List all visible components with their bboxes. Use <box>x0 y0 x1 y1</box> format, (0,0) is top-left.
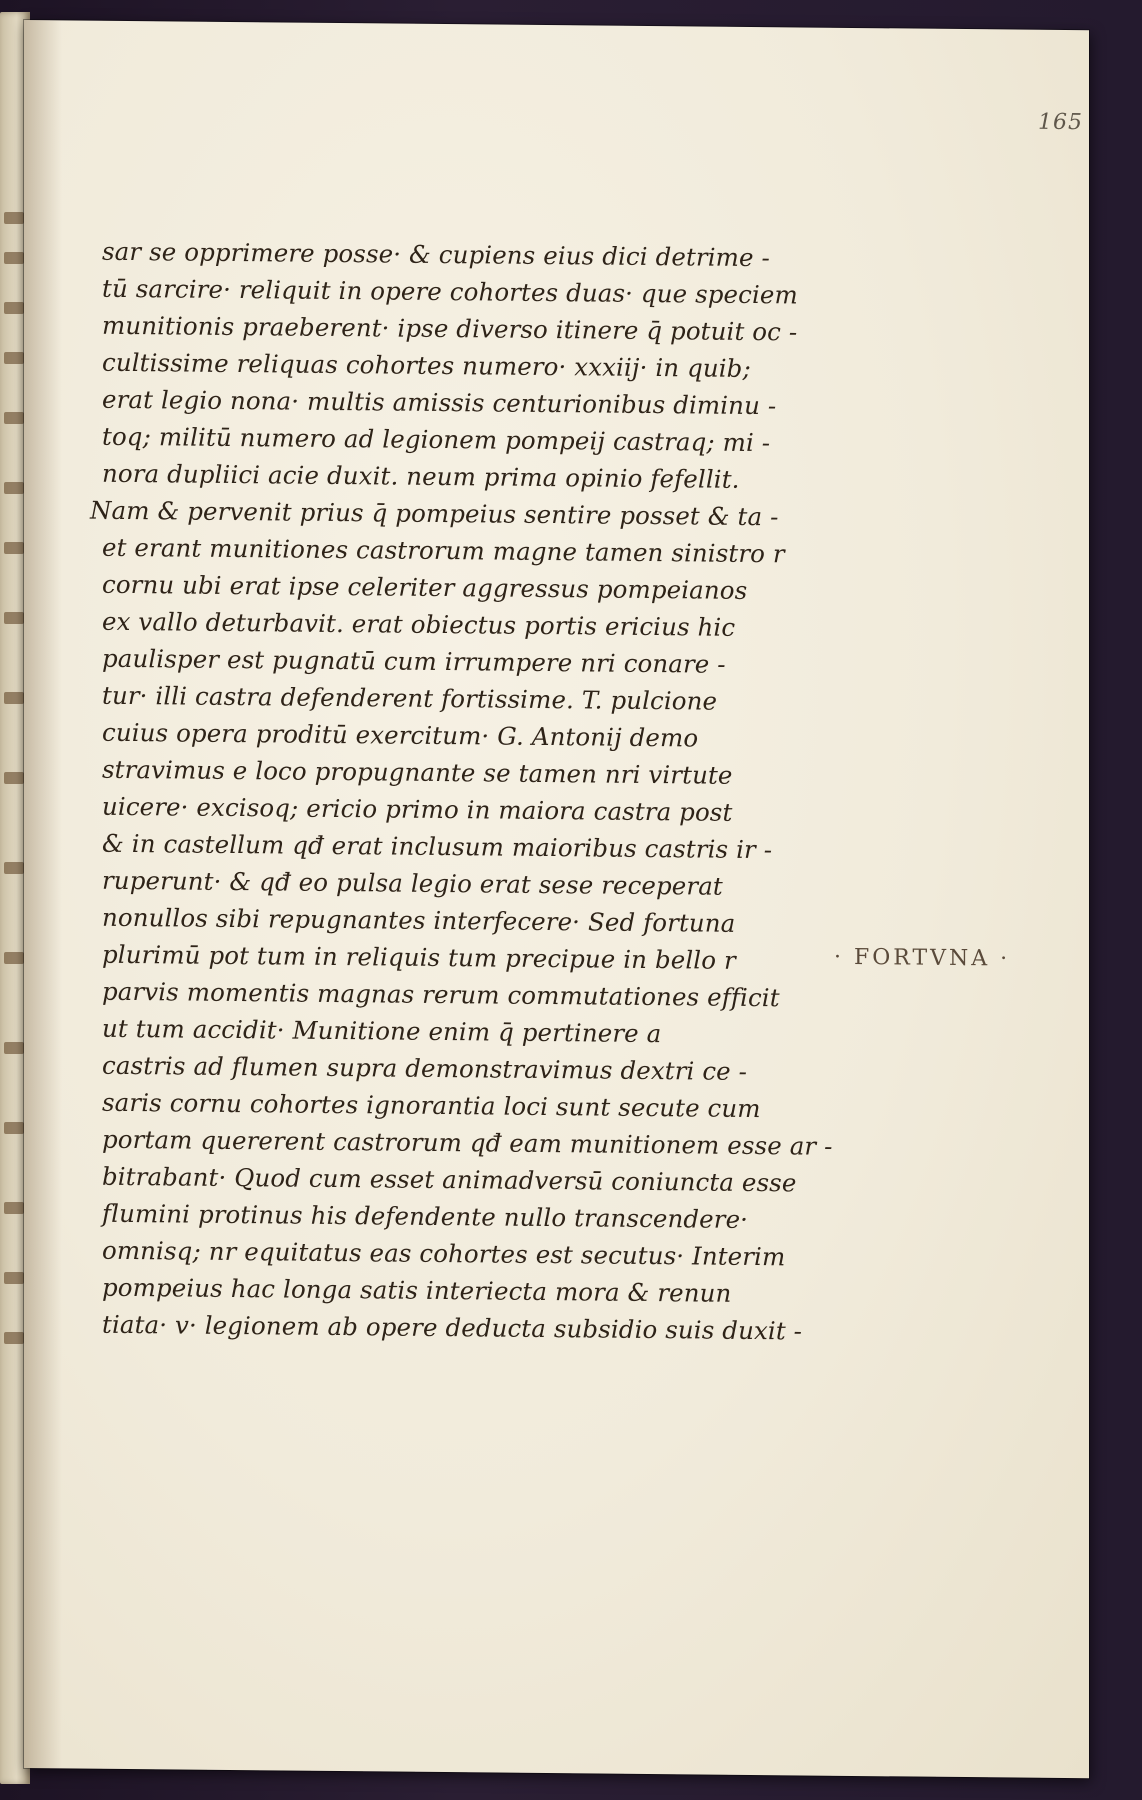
text-line: portam quererent castrorum qđ eam munitionem esse ar - <box>102 1124 833 1161</box>
manuscript-page <box>24 20 1089 1778</box>
text-line: sar se opprimere posse· & cupiens eius dici detrime - <box>102 236 770 273</box>
text-line: parvis momentis magnas rerum commutationes efficit <box>102 976 780 1013</box>
ink-mark <box>4 1122 24 1134</box>
text-line: paulisper est pugnatū cum irrumpere nri conare - <box>102 643 726 679</box>
text-line: flumini protinus his defendente nullo transcendere· <box>102 1198 749 1234</box>
text-line: plurimū pot tum in reliquis tum precipue in bello r <box>102 939 736 975</box>
ink-mark <box>4 1202 24 1214</box>
text-line: toq; militū numero ad legionem pompeij castraq; mi - <box>102 421 771 458</box>
text-line: & in castellum qđ erat inclusum maioribus castris ir - <box>102 828 773 865</box>
text-line: Nam & pervenit prius q̄ pompeius sentire posset & ta - <box>90 495 779 532</box>
text-line: cultissime reliquas cohortes numero· xxxiij· in quib; <box>102 347 751 383</box>
ink-mark <box>4 212 24 224</box>
marginal-note: · FORTVNA · <box>834 944 1011 972</box>
ink-mark <box>4 412 24 424</box>
text-line: nora dupliici acie duxit. neum prima opinio fefellit. <box>102 458 740 494</box>
text-line: cuius opera proditū exercitum· G. Antonij demo <box>102 717 699 753</box>
ink-mark <box>4 1332 24 1344</box>
text-line: et erant munitiones castrorum magne tamen sinistro r <box>102 532 785 569</box>
text-line: ruperunt· & qđ eo pulsa legio erat sese receperat <box>102 865 723 901</box>
ink-mark <box>4 482 24 494</box>
text-line: tiata· v· legionem ab opere deducta subsidio suis duxit - <box>102 1309 803 1346</box>
text-line: bitrabant· Quod cum esset animadversū coniuncta esse <box>102 1161 797 1198</box>
folio-number: 165 <box>1038 109 1083 136</box>
text-line: saris cornu cohortes ignorantia loci sunt secute cum <box>102 1087 761 1124</box>
ink-mark <box>4 542 24 554</box>
ink-mark <box>4 612 24 624</box>
text-line: ut tum accidit· Munitione enim q̄ pertinere a <box>102 1013 662 1049</box>
ink-mark <box>4 952 24 964</box>
text-line: cornu ubi erat ipse celeriter aggressus pompeianos <box>102 569 748 605</box>
text-line: munitionis praeberent· ipse diverso itinere q̄ potuit oc - <box>102 310 798 347</box>
text-line: pompeius hac longa satis interiecta mora & renun <box>102 1272 732 1308</box>
text-line: stravimus e loco propugnante se tamen nri virtute <box>102 754 733 790</box>
text-line: castris ad flumen supra demonstravimus dextri ce - <box>102 1050 748 1086</box>
text-line: tū sarcire· reliquit in opere cohortes duas· que speciem <box>102 273 798 310</box>
text-line: erat legio nona· multis amissis centurionibus diminu - <box>102 384 777 421</box>
ink-mark <box>4 862 24 874</box>
ink-mark <box>4 302 24 314</box>
main-text-block <box>90 233 842 1350</box>
ink-mark <box>4 692 24 704</box>
text-line: nonullos sibi repugnantes interfecere· Sed fortuna <box>102 902 736 938</box>
ink-mark <box>4 252 24 264</box>
ink-mark <box>4 772 24 784</box>
ink-mark <box>4 352 24 364</box>
text-line: omnisq; nr equitatus eas cohortes est secutus· Interim <box>102 1235 786 1272</box>
ink-mark <box>4 1042 24 1054</box>
text-line: uicere· excisoq; ericio primo in maiora castra post <box>102 791 733 827</box>
text-line: tur· illi castra defenderent fortissime. T. pulcione <box>102 680 718 716</box>
text-line: ex vallo deturbavit. erat obiectus portis ericius hic <box>102 606 736 642</box>
ink-mark <box>4 1272 24 1284</box>
